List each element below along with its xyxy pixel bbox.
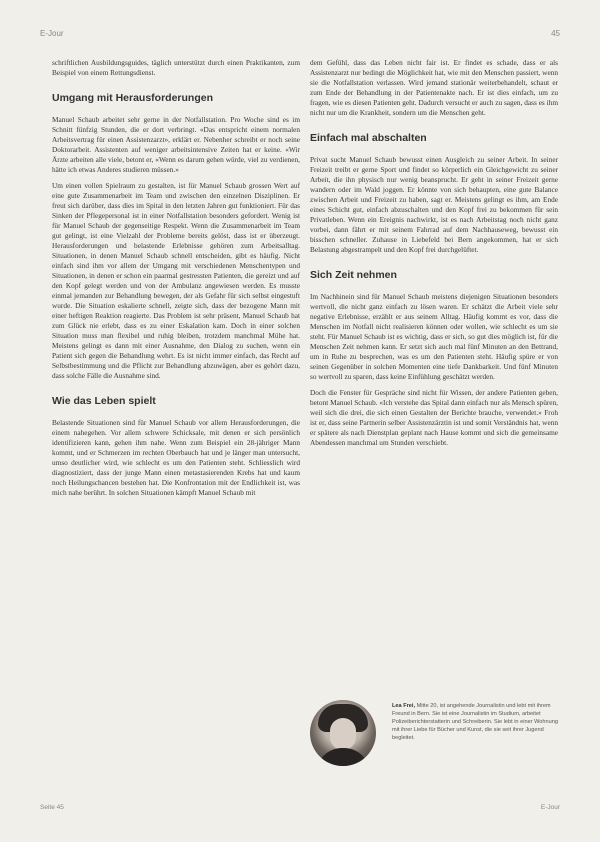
left-column xyxy=(52,58,300,504)
heading-zeit: Sich Zeit nehmen xyxy=(310,269,397,281)
right-column xyxy=(310,58,558,454)
page-header xyxy=(40,26,560,42)
author-name: Lea Frei, xyxy=(392,703,416,709)
heading-leben: Wie das Leben spielt xyxy=(52,395,156,407)
footer-left: Seite 45 xyxy=(40,804,64,811)
paragraph: Manuel Schaub arbeitet sehr gerne in der Notfallstation. Pro Woche sind es im Schnitt fünfzig Stunden, die er dort verbringt. «Das entspricht einem normalen Arbeitsvertrag für einen Assistenzarzt», erklärt er. Nebenher schreibt er noch seine Doktorarbeit. Assistenten auf weniger arbeitsintensive Zeiten hat er keine. «Wir Ärzte arbeiten alle viele, betont er, «Wenn es darum gehen würde, viel zu verdienen, hätte ich etwas Anderes studieren müssen.» xyxy=(52,115,300,174)
author-bio xyxy=(310,700,558,770)
paragraph: Um einen vollen Spielraum zu gestalten, ist für Manuel Schaub grossen Wert auf eine gute Zusammenarbeit im Team und zwischen den einzelnen Disziplinen. Er freut sich darüber, dass dies im Spital in den letzten Jahren gut funktioniert. Für das Sinken der Pflegepersonal ist in einer Notfallstation besonders gefordert. Wenig ist für Manuel Schaub der gegenseitige Respekt. Wenn die Zusammenarbeit im Team gut gelingt, ist eine Vielzahl der Probleme bereits gelöst, dass ist er überzeugt. Herausforderungen und belastende Erlebnisse gehören zum Arbeitsalltag. Situationen, in denen Manuel Schaub schnell entscheiden, gibt es häufig. Nicht einfach sind ihm vor allem der Umgang mit verschiedenen Menschentypen und Situationen, in denen er schon ein paarmal gestressten Patienten, die gereizt und auf den Kopf gelegt werden und von der Ambulanz angewiesen werden. Es musste einmal jemanden zur Behandlung bewegen, der als Gefahr für sich selbst eingestuft wurde. Die Situation eskalierte schnell, zeigte sich, dass der bezogene Mann mit einer heftigen Reaktion reagierte. Das Problem ist sehr präsent, Manuel Schaub hat zum Glück nie erlebt, dass es zu einer Eskalation kam. Doch in einer solchen Situation muss man flexibel und ruhig bleiben, trotzdem manchmal Mühe hat. Meistens gelingt es dann mit einer Ausnahme, den Dialog zu suchen, wenn ein Patient sich gegen die Behandlung wehrt. Es ist nicht immer einfach, das Recht auf Selbstbestimmung und die Pflicht zur Behandlung abzuwägen, aber es gehört dazu, dass solche Fälle die Ausnahme sind. xyxy=(52,181,300,380)
paragraph: dem Gefühl, dass das Leben nicht fair ist. Er findet es schade, dass er als Assistenzarzt nur bedingt die Möglichkeit hat, wie mit den Menschen passiert, wenn sie die Notfallstation verlassen. Wird jemand stationär weiterbehandelt, schaut er zum Ende der Behandlung in der Patientenakte nach. Er ist dies einfach, um zu fragen, wie es diesen Patienten geht. Dadurch versucht er auch zu sagen, dass es ihm nicht nur um die Krankheit, sondern um die Menschen geht. xyxy=(310,58,558,117)
heading-umgang: Umgang mit Herausforderungen xyxy=(52,92,214,104)
bio-text xyxy=(392,702,558,742)
section-label: E-Jour xyxy=(40,29,64,38)
paragraph: Belastende Situationen sind für Manuel Schaub vor allem Herausforderungen, die einem nahegehen. Vor allem schwere Schicksale, mit denen er sich persönlich identifizieren kann, gehen ihm nahe. Wenn zum Beispiel ein 28-jähriger Mann kommt, und er Schmerzen im rechten Oberbauch hat und je länger man untersucht, umso deutlicher wird, wie schlecht es um den Patienten steht. Schliesslich wird diagnostiziert, dass der junge Mann einen metastasierenden Krebs hat und kaum noch Heilungschancen bestehen hat. Die Konfrontation mit der Endlichkeit ist, was mich nahe berührt. In solchen Situationen kämpft Manuel Schaub mit xyxy=(52,418,300,497)
paragraph: Privat sucht Manuel Schaub bewusst einen Ausgleich zu seiner Arbeit. In seiner Freizeit treibt er gerne Sport und findet so körperlich ein Gleichgewicht zu seiner Arbeit, die ihn physisch nur wenig beansprucht. Er geht in seiner Freizeit gerne wandern oder im Wald joggen. Er könnte von sich behaupten, eine gute Balance zwischen Arbeit und Freizeit zu haben, sagt er. Meistens gelingt es ihm, am Ende eines Schicht gut, einfach abzuschalten und den Kopf frei zu bekommen für sein Privatleben. Wenn ein Ereignis nachwirkt, ist es nach Arbeitstag noch nicht ganz vorbei, dann fährt er mit seinem Fahrrad auf dem Nachhauseweg, bewusst ein bisschen schneller. Zuhause in Liebefeld bei Bern angekommen, hat er sich Belastung abgestrampelt und den Kopf frei durchgelüftet. xyxy=(310,155,558,254)
paragraph: Doch die Fenster für Gespräche sind nicht für Wissen, der andere Patienten geben, betont Manuel Schaub. «Ich verstehe das Spital dann einfach nur als Mensch spüren, weil sich die drei, die sich einen Gestalten der Berichte brauche, verwendet.» Froh ist er, dass seine Partnerin selber Assistenzärztin ist und somit Verständnis hat, wenn er spätere als nach Dienstplan geplant nach Hause kommt und sich die gemeinsame Abendessen manchmal um Stunden verschiebt. xyxy=(310,388,558,447)
heading-abschalten: Einfach mal abschalten xyxy=(310,132,427,144)
intro-paragraph: schriftlichen Ausbildungsguides, täglich unterstützt durch einen Praktikanten, zum Beispiel von einem Rettungsdienst. xyxy=(52,58,300,77)
author-description: Mitte 20, ist angehende Journalistin und lebt mit ihrem Freund in Bern. Sie ist eine Journalistin im Studium, arbeitet Polizeiberichterstatterin und Schreiberin. Sie lebt in einer Wohnung mit ihrer Liebe für Bücher und Kunst, die sie seit ihrer Jugend begleitet. xyxy=(392,703,558,741)
page-number: 45 xyxy=(551,29,560,38)
footer-right: E-Jour xyxy=(540,804,560,811)
page-footer xyxy=(40,804,560,816)
author-portrait xyxy=(310,700,376,766)
paragraph: Im Nachhinein sind für Manuel Schaub meistens diejenigen Situationen besonders wertvoll, die nicht ganz einfach zu lösen waren. Er schätzt die Arbeit viele sehr negative Erlebnisse, erzählt er aus seinem Alltag. Häufig kommt es vor, dass die Menschen im Notfall nicht realisieren können oder wollen, wie schlecht es um sie steht. Für Manuel Schaub ist es wichtig, dass er sich, so gut dies möglich ist, für die Menschen Zeit nehmen kann. Er setzt sich auch mal fünf Minuten an den Bettrand, um in Ruhe zu besprechen, was es um den Patienten steht. Häufig spüre er von seinen Gegenüber in solchen Momenten eine tiefe Dankbarkeit. Und fünf Minuten so wertvoll zu sparen, dass keine Einfühlung geschätzt werden. xyxy=(310,292,558,381)
